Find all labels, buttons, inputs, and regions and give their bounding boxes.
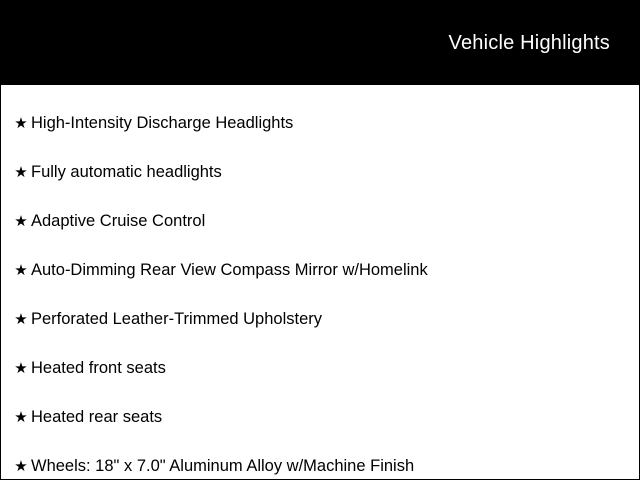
star-icon: ★ (14, 213, 28, 230)
highlights-list (1, 85, 640, 481)
star-icon: ★ (14, 409, 28, 426)
highlight-text: Adaptive Cruise Control (31, 211, 206, 230)
list-item (1, 246, 640, 295)
page-title: Vehicle Highlights (448, 32, 610, 54)
list-item (1, 197, 640, 246)
star-icon: ★ (14, 360, 28, 377)
list-item (1, 99, 640, 148)
list-item (1, 148, 640, 197)
highlight-text: Wheels: 18" x 7.0" Aluminum Alloy w/Machine Finish (31, 456, 415, 475)
header-bar (1, 1, 640, 85)
list-item (1, 442, 640, 491)
star-icon: ★ (14, 311, 28, 328)
highlight-text: Fully automatic headlights (31, 162, 222, 181)
highlight-text: Heated rear seats (31, 407, 163, 426)
star-icon: ★ (14, 115, 28, 132)
star-icon: ★ (14, 458, 28, 475)
star-icon: ★ (14, 164, 28, 181)
star-icon: ★ (14, 262, 28, 279)
highlight-text: Auto-Dimming Rear View Compass Mirror w/Homelink (31, 260, 428, 279)
list-item (1, 344, 640, 393)
highlight-text: Perforated Leather-Trimmed Upholstery (31, 309, 323, 328)
list-item (1, 295, 640, 344)
highlight-text: High-Intensity Discharge Headlights (31, 113, 294, 132)
highlight-text: Heated front seats (31, 358, 166, 377)
list-item (1, 393, 640, 442)
